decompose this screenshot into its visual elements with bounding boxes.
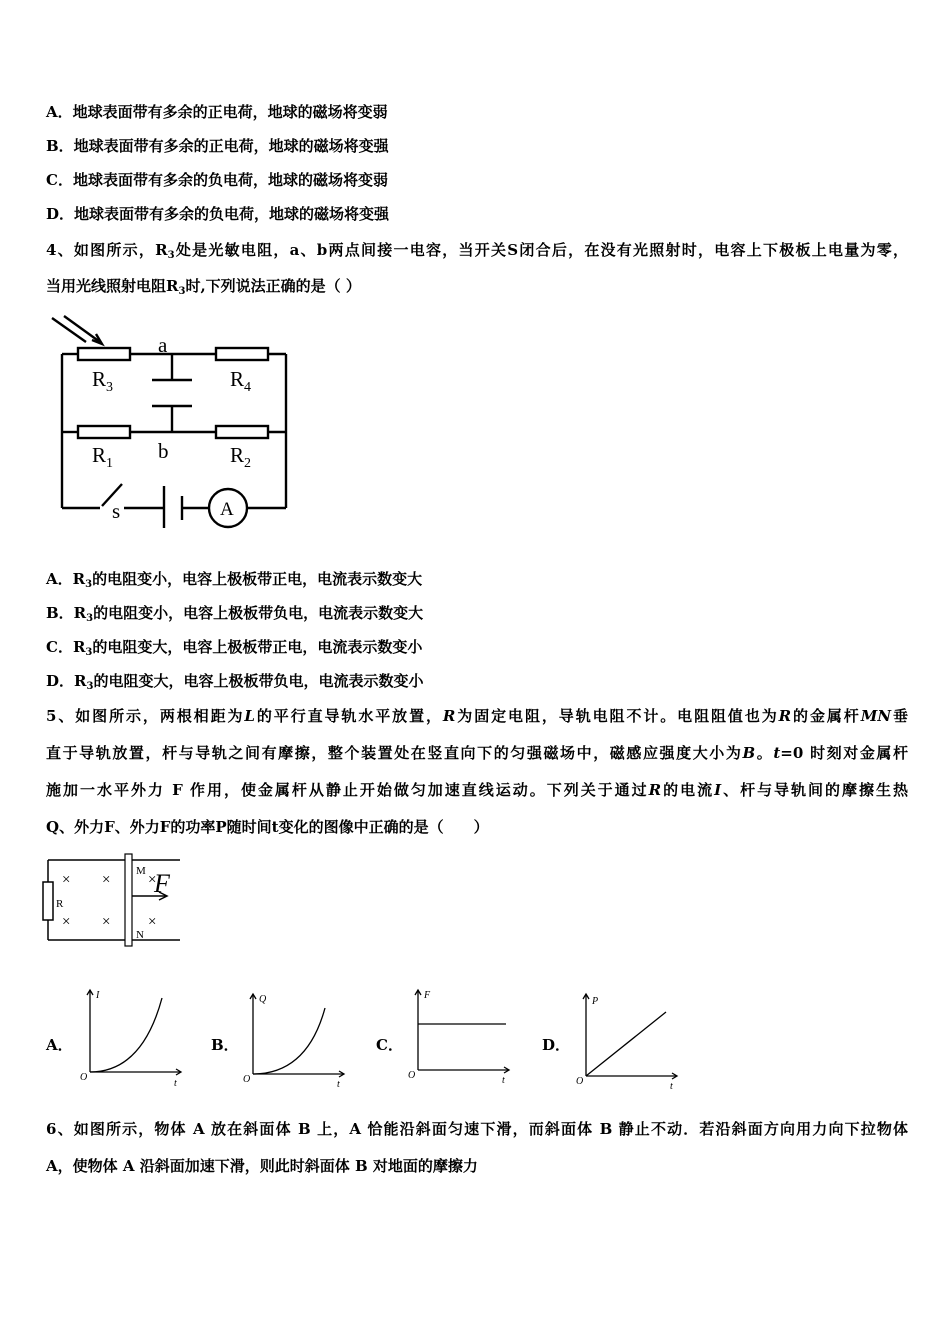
graph-origin: O bbox=[576, 1076, 584, 1087]
q4-label-r3: $R_3$ bbox=[92, 367, 114, 395]
q4-option-a: A．$R_3$的电阻变小，电容上极板带正电，电流表示数变大 bbox=[46, 570, 423, 590]
cross-mark: × bbox=[148, 914, 157, 930]
graph-xlabel: t bbox=[174, 1078, 177, 1089]
graph-xlabel: t bbox=[502, 1075, 505, 1086]
q4-stem-line1: 4、如图所示，$R_3$处是光敏电阻，a、b两点间接一电容，当开关S闭合后，在没有光照射时，电容上下极板上电量为零， bbox=[46, 241, 909, 261]
q4-option-c: C．$R_3$的电阻变大，电容上极板带正电，电流表示数变小 bbox=[46, 638, 423, 658]
graph-ylabel: Q bbox=[259, 994, 267, 1005]
graph-ylabel: P bbox=[592, 996, 599, 1007]
q5-label-n: N bbox=[136, 929, 144, 941]
q4-label-r2: $R_2$ bbox=[230, 443, 252, 471]
q4-circuit-diagram bbox=[40, 312, 310, 537]
q5-graph-c bbox=[404, 986, 516, 1086]
graph-origin: O bbox=[80, 1072, 88, 1083]
cross-mark: × bbox=[62, 872, 71, 888]
q5-graph-b bbox=[239, 990, 351, 1090]
cross-mark: × bbox=[102, 914, 111, 930]
q5-graph-b-letter: B． bbox=[211, 1036, 239, 1054]
q5-rail-diagram bbox=[40, 852, 190, 952]
q5-graph-d-letter: D． bbox=[542, 1036, 571, 1054]
q4-option-d: D．$R_3$的电阻变大，电容上极板带负电，电流表示数变小 bbox=[46, 672, 424, 692]
q5-graph-d bbox=[572, 990, 684, 1090]
q4-stem-line2: 当用光线照射电阻$R_3$时,下列说法正确的是（ ） bbox=[46, 277, 361, 297]
graph-xlabel: t bbox=[670, 1081, 673, 1090]
cross-mark: × bbox=[148, 872, 157, 888]
q4-label-b: b bbox=[158, 439, 169, 463]
q4-label-switch: s bbox=[112, 499, 121, 523]
q4-label-r1: $R_1$ bbox=[92, 443, 114, 471]
q4-label-a: a bbox=[158, 333, 168, 357]
q3-option-d: D．地球表面带有多余的负电荷，地球的磁场将变强 bbox=[46, 205, 390, 223]
graph-origin: O bbox=[243, 1074, 251, 1085]
q3-option-a: A．地球表面带有多余的正电荷，地球的磁场将变弱 bbox=[46, 103, 388, 121]
q5-stem-line1: 5、如图所示，两根相距为L的平行直导轨水平放置，R为固定电阻，导轨电阻不计。电阻阻值也为R的金属杆MN垂 bbox=[46, 707, 908, 725]
q4-option-b: B．$R_3$的电阻变小，电容上极板带负电，电流表示数变大 bbox=[46, 604, 424, 624]
q5-label-m: M bbox=[136, 865, 146, 877]
q4-label-r4: $R_4$ bbox=[230, 367, 252, 395]
q5-stem-line4: Q、外力F、外力F的功率P随时间t变化的图像中正确的是（ ） bbox=[46, 818, 489, 836]
graph-ylabel: I bbox=[96, 990, 100, 1001]
q5-graph-a bbox=[76, 986, 188, 1090]
cross-mark: × bbox=[102, 872, 111, 888]
graph-xlabel: t bbox=[337, 1079, 340, 1090]
q4-label-ammeter: A bbox=[220, 499, 234, 520]
q5-stem-line2: 直于导轨放置，杆与导轨之间有摩擦，整个装置处在竖直向下的匀强磁场中，磁感应强度大小为B。t=0 时刻对金属杆 bbox=[46, 744, 908, 762]
cross-mark: × bbox=[62, 914, 71, 930]
q5-graph-c-letter: C． bbox=[376, 1036, 403, 1054]
q5-label-r: R bbox=[56, 898, 64, 910]
q5-stem-line3: 施加一水平外力 F 作用，使金属杆从静止开始做匀加速直线运动。下列关于通过R的电流I、杆与导轨间的摩擦生热 bbox=[46, 781, 908, 799]
graph-origin: O bbox=[408, 1070, 416, 1081]
q6-stem-line2: A，使物体 A 沿斜面加速下滑，则此时斜面体 B 对地面的摩擦力 bbox=[46, 1157, 478, 1175]
q3-option-b: B．地球表面带有多余的正电荷，地球的磁场将变强 bbox=[46, 137, 389, 155]
graph-ylabel: F bbox=[424, 990, 431, 1001]
q5-label-f: F bbox=[154, 869, 170, 898]
q3-option-c: C．地球表面带有多余的负电荷，地球的磁场将变弱 bbox=[46, 171, 388, 189]
q5-graph-a-letter: A． bbox=[46, 1036, 73, 1054]
q6-stem-line1: 6、如图所示，物体 A 放在斜面体 B 上，A 恰能沿斜面匀速下滑，而斜面体 B 静止不动．若沿斜面方向用力向下拉物体 bbox=[46, 1120, 908, 1138]
